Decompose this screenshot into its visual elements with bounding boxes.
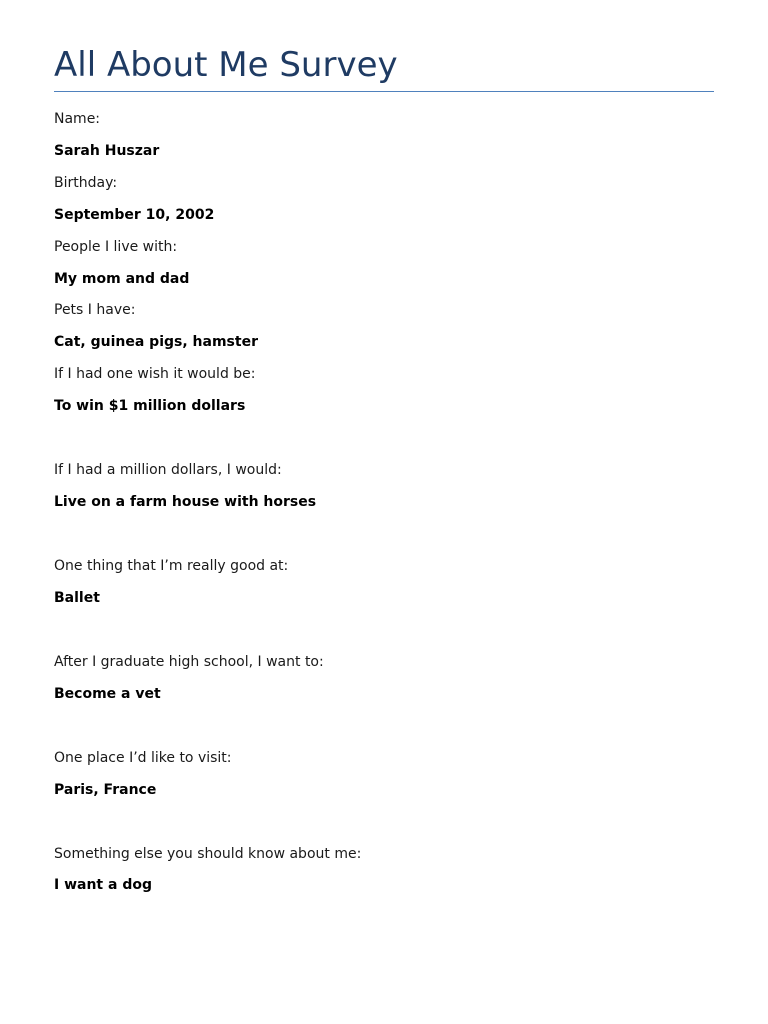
title-divider (54, 91, 714, 92)
good-at-label: One thing that I’m really good at: (54, 558, 289, 574)
name-label: Name: (54, 111, 101, 127)
pets-answer: Cat, guinea pigs, hamster (54, 334, 258, 350)
million-answer: Live on a farm house with horses (54, 494, 317, 510)
name-answer: Sarah Huszar (54, 143, 160, 159)
good-at-answer: Ballet (54, 590, 100, 606)
page-title: All About Me Survey (54, 45, 398, 85)
visit-answer: Paris, France (54, 782, 157, 798)
something-else-label: Something else you should know about me: (54, 846, 362, 862)
wish-label: If I had one wish it would be: (54, 366, 256, 382)
people-answer: My mom and dad (54, 271, 190, 287)
graduate-answer: Become a vet (54, 686, 161, 702)
million-label: If I had a million dollars, I would: (54, 462, 282, 478)
graduate-label: After I graduate high school, I want to: (54, 654, 324, 670)
birthday-label: Birthday: (54, 175, 118, 191)
visit-label: One place I’d like to visit: (54, 750, 232, 766)
pets-label: Pets I have: (54, 302, 136, 318)
something-else-answer: I want a dog (54, 877, 152, 893)
birthday-answer: September 10, 2002 (54, 207, 215, 223)
people-label: People I live with: (54, 239, 178, 255)
wish-answer: To win $1 million dollars (54, 398, 246, 414)
